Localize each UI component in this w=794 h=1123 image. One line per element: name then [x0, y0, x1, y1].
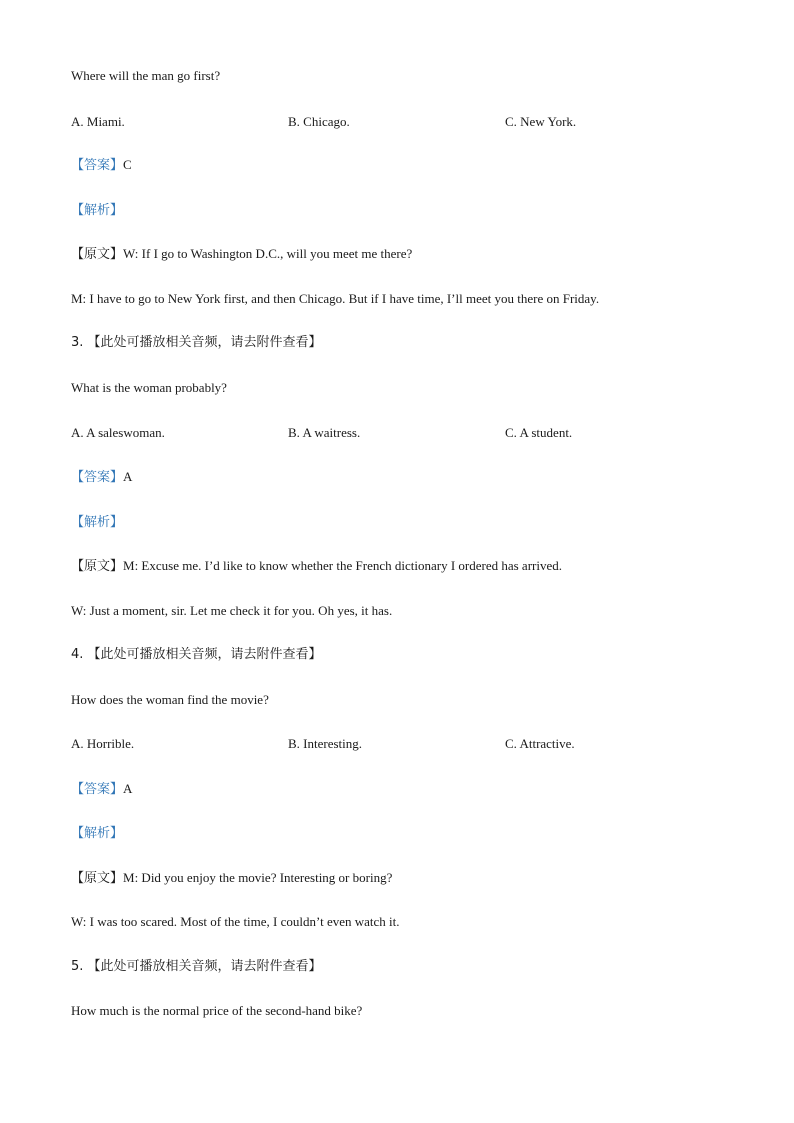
q2-transcript-2: M: I have to go to New York first, and then Chicago. But if I have time, I’ll meet you there on Friday.: [71, 291, 600, 306]
q3-question: What is the woman probably?: [71, 380, 227, 395]
q2-option-a: A. Miami.: [71, 114, 125, 129]
q4-analysis-line: [71, 825, 123, 842]
q2-transcript-1-text: W: If I go to Washington D.C., will you meet me there?: [123, 246, 413, 261]
q3-answer: A: [123, 469, 133, 484]
q2-option-c: C. New York.: [505, 114, 577, 129]
q4-option-b: B. Interesting.: [288, 736, 363, 751]
q3-answer-line: [71, 469, 132, 486]
q4-transcript-1: [71, 870, 392, 887]
q5-question: How much is the normal price of the second-hand bike?: [71, 1003, 363, 1018]
q3-header: 3. 【此处可播放相关音频，请去附件查看】: [71, 335, 322, 350]
answer-tag: 【答案】: [71, 470, 124, 485]
answer-tag: 【答案】: [71, 158, 124, 173]
q4-answer-line: [71, 781, 132, 798]
q3-option-b: B. A waitress.: [288, 425, 361, 440]
q4-transcript-2: W: I was too scared. Most of the time, I couldn’t even watch it.: [71, 914, 400, 929]
q2-answer: C: [123, 157, 132, 172]
q3-transcript-1-text: M: Excuse me. I’d like to know whether the French dictionary I ordered has arrived.: [123, 558, 562, 573]
q3-transcript-1: [71, 558, 562, 575]
q4-header: 4. 【此处可播放相关音频，请去附件查看】: [71, 647, 322, 662]
q2-question: Where will the man go first?: [71, 68, 221, 83]
transcript-tag: 【原文】: [71, 247, 124, 262]
q2-analysis-line: [71, 202, 123, 219]
q4-transcript-1-text: M: Did you enjoy the movie? Interesting or boring?: [123, 870, 393, 885]
transcript-tag: 【原文】: [71, 559, 124, 574]
q4-question: How does the woman find the movie?: [71, 692, 269, 707]
analysis-tag: 【解析】: [71, 203, 124, 218]
analysis-tag: 【解析】: [71, 826, 124, 841]
q4-option-a: A. Horrible.: [71, 736, 135, 751]
q4-option-c: C. Attractive.: [505, 736, 575, 751]
q3-option-c: C. A student.: [505, 425, 573, 440]
q3-option-a: A. A saleswoman.: [71, 425, 165, 440]
q3-analysis-line: [71, 514, 123, 531]
q4-answer: A: [123, 781, 133, 796]
q2-answer-line: [71, 157, 132, 174]
answer-tag: 【答案】: [71, 782, 124, 797]
q5-header: 5. 【此处可播放相关音频，请去附件查看】: [71, 959, 322, 974]
q3-transcript-2: W: Just a moment, sir. Let me check it for you. Oh yes, it has.: [71, 603, 393, 618]
q2-transcript-1: [71, 246, 412, 263]
q2-option-b: B. Chicago.: [288, 114, 350, 129]
analysis-tag: 【解析】: [71, 515, 124, 530]
transcript-tag: 【原文】: [71, 871, 124, 886]
